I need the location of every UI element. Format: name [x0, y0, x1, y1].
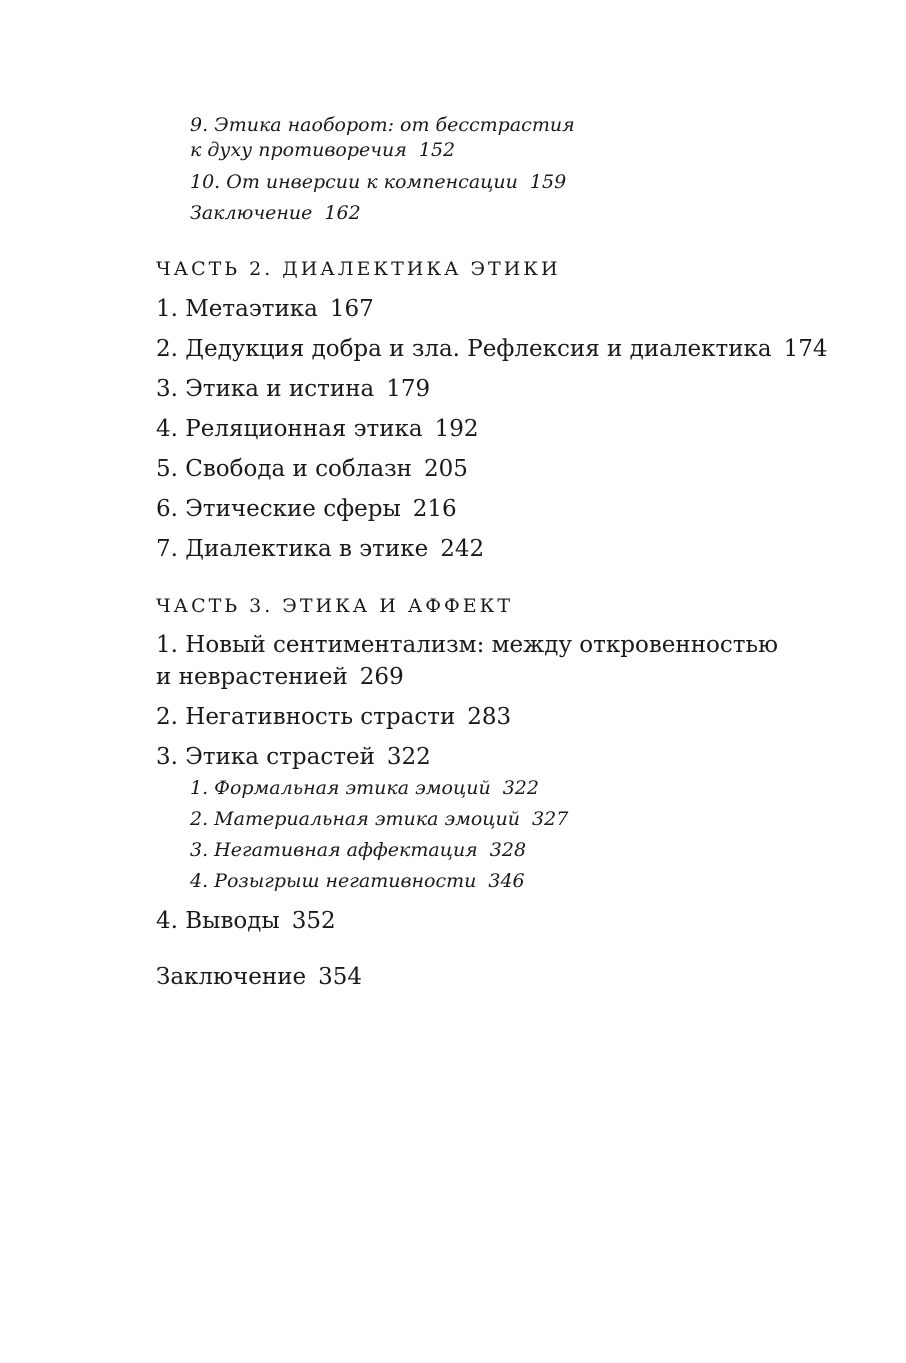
toc-entry-title: 1. Формальная этика эмоций: [190, 777, 491, 799]
part3-heading: ЧАСТЬ 3. ЭТИКА И АФФЕКТ: [156, 595, 513, 617]
toc-page-number: 269: [359, 664, 404, 690]
toc-entry-title: 5. Свобода и соблазн: [156, 456, 412, 482]
toc-entry-title: 2. Материальная этика эмоций: [190, 808, 521, 830]
toc-page-number: 328: [489, 839, 527, 861]
toc-entry-ch10[interactable]: [190, 173, 566, 192]
toc-page-number: 354: [318, 964, 363, 990]
toc-entry-title: 3. Этика и истина: [156, 376, 375, 402]
toc-entry-p2-2[interactable]: [156, 338, 828, 361]
toc-entry-p3-3[interactable]: [156, 746, 431, 769]
toc-entry-title: 4. Выводы: [156, 908, 280, 934]
toc-entry-title: 4. Розыгрыш негативности: [190, 870, 477, 892]
toc-entry-p2-3[interactable]: [156, 378, 430, 401]
toc-page-number: 192: [434, 416, 479, 442]
toc-subentry-p3-3-2[interactable]: [190, 810, 568, 829]
toc-page-number: 322: [502, 777, 539, 799]
toc-entry-p2-4[interactable]: [156, 418, 479, 441]
toc-entry-title: Заключение: [156, 964, 307, 990]
toc-subentry-p3-3-4[interactable]: [190, 872, 525, 891]
toc-entry-p2-7[interactable]: [156, 538, 484, 561]
toc-entry-title: 1. Метаэтика: [156, 296, 318, 322]
toc-entry-title: и неврастенией: [156, 664, 348, 690]
toc-entry-title: 7. Диалектика в этике: [156, 536, 429, 562]
toc-page-number: 162: [324, 202, 361, 224]
toc-entry-p3-4[interactable]: [156, 910, 336, 933]
toc-entry-title: 3. Этика страстей: [156, 744, 375, 770]
toc-entry-title: 6. Этические сферы: [156, 496, 401, 522]
part2-heading: ЧАСТЬ 2. ДИАЛЕКТИКА ЭТИКИ: [156, 258, 561, 280]
toc-subentry-p3-3-3[interactable]: [190, 841, 526, 860]
toc-page-number: 283: [467, 704, 512, 730]
toc-entry-title: 9. Этика наоборот: от бесстрастия: [190, 114, 575, 136]
toc-page-number: 327: [532, 808, 569, 830]
toc-entry-p2-6[interactable]: [156, 498, 457, 521]
toc-page-number: 352: [291, 908, 336, 934]
toc-entry-p3-1[interactable]: [156, 634, 778, 657]
toc-page-number: 174: [783, 336, 828, 362]
toc-page-number: 242: [440, 536, 485, 562]
toc-page-number: 205: [423, 456, 468, 482]
toc-page-number: 159: [529, 171, 567, 193]
toc-entry-p3-1-cont[interactable]: [156, 666, 404, 689]
toc-entry-p2-5[interactable]: [156, 458, 468, 481]
toc-entry-title: к духу противоречия: [190, 139, 407, 161]
toc-entry-title: 2. Дедукция добра и зла. Рефлексия и диалектика: [156, 336, 772, 362]
toc-page-number: 179: [386, 376, 431, 402]
toc-entry-ch9-cont[interactable]: [190, 141, 455, 160]
toc-entry-p3-2[interactable]: [156, 706, 511, 729]
toc-page-number: 167: [329, 296, 374, 322]
toc-page-number: 216: [412, 496, 457, 522]
toc-entry-ch9[interactable]: [190, 116, 575, 135]
toc-entry-conclusion[interactable]: [156, 966, 362, 989]
toc-entry-title: 10. От инверсии к компенсации: [190, 171, 518, 193]
toc-page-number: 322: [386, 744, 431, 770]
toc-entry-title: 1. Новый сентиментализм: между откровенностью: [156, 632, 779, 658]
toc-entry-p2-1[interactable]: [156, 298, 374, 321]
toc-entry-title: 2. Негативность страсти: [156, 704, 456, 730]
toc-entry-title: 3. Негативная аффектация: [190, 839, 478, 861]
toc-subentry-p3-3-1[interactable]: [190, 779, 539, 798]
toc-entry-part1-conclusion[interactable]: [190, 204, 361, 223]
toc-page-number: 152: [418, 139, 456, 161]
toc-entry-title: 4. Реляционная этика: [156, 416, 423, 442]
toc-entry-title: Заключение: [190, 202, 313, 224]
toc-page-number: 346: [488, 870, 525, 892]
